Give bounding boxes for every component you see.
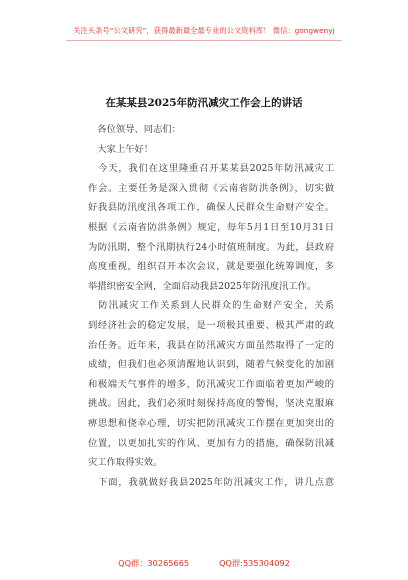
body-line: 治任务。近年来，我县在防汛减灾方面虽然取得了一定的: [88, 339, 334, 351]
header-divider: [66, 40, 342, 41]
footer-qq-group-2: QQ群:535304092: [219, 558, 290, 568]
body-line: 高度重视，组织召开本次会议，就是要强化统筹调度，多: [88, 261, 334, 273]
header-banner: 关注头条号“公文研究”，获得最新最全最专业的公文资料库！ 微信：gongwenyj: [73, 26, 335, 35]
body-line: 挑战。因此，我们必须时刻保持高度的警惕，坚决克服麻: [88, 398, 334, 410]
body-line: 举措织密安全网，全面启动我县2025年防汛度汛工作。: [88, 280, 317, 292]
salutation-line: 各位领导、同志们：: [88, 124, 181, 135]
body-line: 痹思想和侥幸心理，切实把防汛减灾工作摆在更加突出的: [88, 417, 334, 429]
footer-qq-group-1: QQ群：30265665: [118, 558, 190, 568]
body-line: 位置，以更加扎实的作风、更加有力的措施，确保防汛减: [88, 437, 334, 449]
body-line: 好我县防汛度汛各项工作，确保人民群众生命财产安全。: [88, 202, 334, 214]
body-line: 防汛减灾工作关系到人民群众的生命财产安全，关系: [88, 300, 334, 312]
body-line: 灾工作取得实效。: [88, 457, 163, 469]
body-line: 和极端天气事件的增多，防汛减灾工作面临着更加严峻的: [88, 378, 334, 390]
greeting-line: 大家上午好！: [88, 143, 154, 155]
body-line: 根据《云南省防洪条例》规定，每年5月1日至10月31日: [88, 221, 334, 233]
body-line: 今天，我们在这里隆重召开某某县2025年防汛减灾工: [88, 163, 334, 175]
body-line: 为防汛期，整个汛期执行24小时值班制度。为此，县政府: [88, 241, 334, 253]
body-line: 作会。主要任务是深入贯彻《云南省防洪条例》，切实做: [88, 182, 334, 194]
footer-contacts: [0, 558, 408, 569]
body-line: 成绩，但我们也必须清醒地认识到，随着气候变化的加剧: [88, 359, 334, 371]
document-title: 在某某县2025年防汛减灾工作会上的讲话: [105, 97, 303, 109]
body-line: 下面，我就做好我县2025年防汛减灾工作，讲几点意: [88, 476, 334, 488]
document-body: [88, 120, 334, 492]
body-line: 到经济社会的稳定发展，是一项极其重要、极其严肃的政: [88, 319, 334, 331]
